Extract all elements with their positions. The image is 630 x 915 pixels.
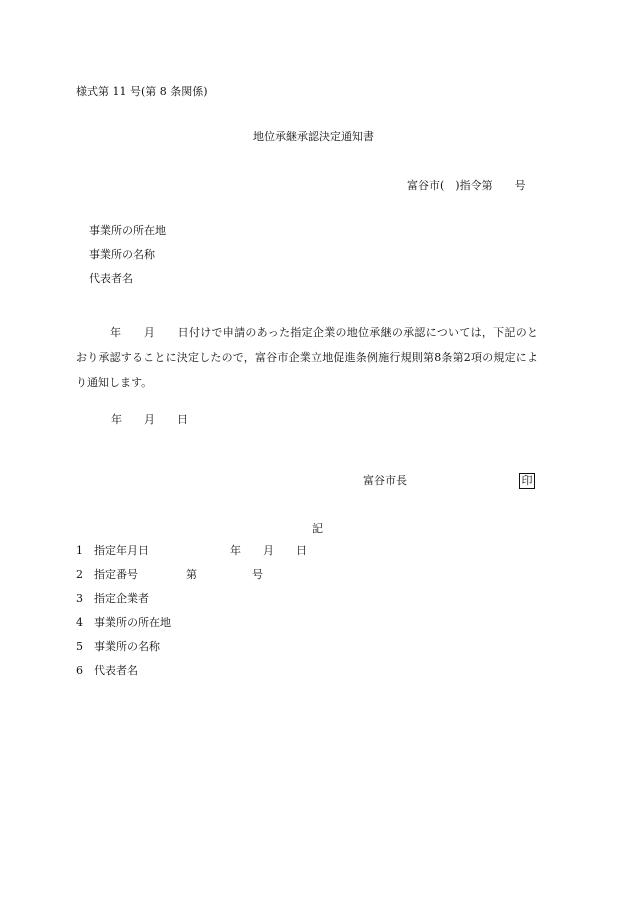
addressee-name-label: 事業所の名称: [89, 248, 155, 261]
item-label: 事業所の所在地: [94, 616, 171, 629]
item-number: 3: [76, 592, 83, 605]
list-item: [0, 593, 630, 605]
item-number: 2: [76, 568, 83, 581]
list-item: [0, 617, 630, 629]
issue-date: 年 月 日: [111, 413, 188, 426]
list-item: [0, 665, 630, 677]
item-label: 代表者名: [94, 664, 138, 677]
notes-heading: 記: [312, 522, 323, 535]
item-label: 事業所の名称: [94, 640, 160, 653]
item-label: 指定年月日: [94, 544, 149, 557]
seal-box: 印: [519, 473, 535, 489]
document-number: 富谷市( )指令第 号: [407, 179, 526, 192]
item-value: 第 号: [186, 568, 263, 581]
item-number: 1: [76, 544, 83, 557]
list-item: [0, 569, 630, 581]
item-label: 指定番号: [94, 568, 138, 581]
item-number: 5: [76, 640, 83, 653]
item-number: 4: [76, 616, 83, 629]
body-paragraph: 年 月 日付けで申請のあった指定企業の地位承継の承認については，下記のとおり承認することに決定したので，富谷市企業立地促進条例施行規則第8条第2項の規定により通知します。: [76, 326, 538, 389]
addressee-representative-label: 代表者名: [89, 272, 133, 285]
mayor-label: 富谷市長: [363, 474, 407, 487]
addressee-location-label: 事業所の所在地: [89, 224, 166, 237]
list-item: [0, 545, 630, 557]
item-number: 6: [76, 664, 83, 677]
form-number: 様式第 11 号(第 8 条関係): [76, 85, 208, 98]
document-title: 地位承継承認決定通知書: [253, 130, 374, 143]
item-label: 指定企業者: [94, 592, 149, 605]
item-value: 年 月 日: [230, 544, 307, 557]
list-item: [0, 641, 630, 653]
